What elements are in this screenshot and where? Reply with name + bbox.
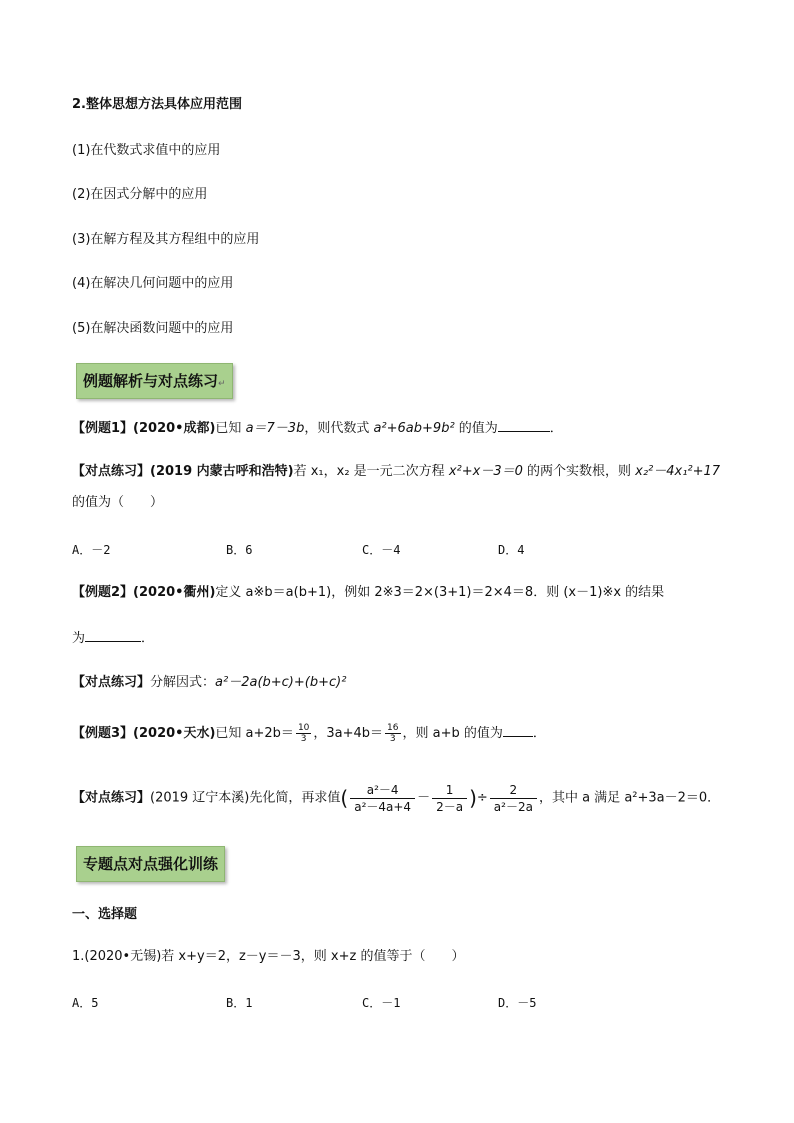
option-b[interactable]: B．6 xyxy=(226,543,253,557)
practice-1-expression: x₂²－4x₁²+17 xyxy=(635,464,721,479)
practice-1-tag: 【对点练习】 xyxy=(72,464,151,479)
practice-1 xyxy=(72,463,720,481)
example-1-text-a: 已知 xyxy=(215,421,246,436)
example-2-text: 定义 a※b＝a(b+1)，例如 2※3＝2×(3+1)＝2×4＝8．则 (x－1)※x 的结果 xyxy=(215,585,665,600)
minus-sign: － xyxy=(417,790,431,806)
practice-1-text-a: 若 x₁，x₂ 是一元二次方程 xyxy=(293,464,449,479)
example-1-condition: a＝7－3b xyxy=(245,421,305,436)
practice-1-source: (2019 内蒙古呼和浩特) xyxy=(150,464,294,479)
practice-3-text-a: 先化简，再求值 xyxy=(249,790,341,806)
example-2-end: ． xyxy=(141,631,155,646)
band-label: 专题点对点强化训练 xyxy=(83,855,219,873)
example-1-text-d: 的值为 xyxy=(454,421,498,436)
fraction-2: $\frac{1}{2-a}$ xyxy=(432,782,467,815)
answer-blank[interactable] xyxy=(85,629,141,642)
example-1 xyxy=(72,419,563,438)
example-3-text-c: ，则 a+b 的值为 xyxy=(402,726,503,741)
scope-item-5: (5)在解决函数问题中的应用 xyxy=(72,321,234,336)
example-3-text-b: ，3a+4b＝ xyxy=(313,726,384,741)
option-d[interactable]: D．－5 xyxy=(498,996,537,1010)
answer-blank[interactable] xyxy=(498,419,550,432)
option-c[interactable]: C．－4 xyxy=(362,543,401,557)
fraction-10-3: $\frac{10}{3}$ xyxy=(297,723,310,744)
example-3 xyxy=(72,723,546,744)
example-1-tag: 【例题1】 xyxy=(72,421,134,436)
option-a[interactable]: A．－2 xyxy=(72,543,111,557)
example-3-text-a: 已知 a+2b＝ xyxy=(215,726,294,741)
practice-3-tag: 【对点练习】 xyxy=(72,790,151,806)
scope-item-4: (4)在解决几何问题中的应用 xyxy=(72,276,234,291)
example-1-expression: a²+6ab+9b² xyxy=(373,421,455,436)
option-b[interactable]: B．1 xyxy=(226,996,253,1010)
practice-2-text: 分解因式： xyxy=(150,675,216,690)
practice-3 xyxy=(72,778,720,819)
fraction-16-3: $\frac{16}{3}$ xyxy=(387,723,399,744)
example-3-source: (2020•天水) xyxy=(133,726,216,741)
option-c[interactable]: C．－1 xyxy=(362,996,401,1010)
practice-3-source: (2019 辽宁本溪) xyxy=(150,790,250,806)
practice-2 xyxy=(72,674,346,692)
scope-item-2: (2)在因式分解中的应用 xyxy=(72,187,208,202)
answer-blank[interactable] xyxy=(503,724,533,737)
example-2-prefix: 为 xyxy=(72,631,86,646)
example-1-end: ． xyxy=(549,421,563,436)
scope-item-1: (1)在代数式求值中的应用 xyxy=(72,143,221,158)
example-2-tag: 【例题2】 xyxy=(72,585,134,600)
example-2 xyxy=(72,584,664,602)
example-1-source: (2020•成都) xyxy=(133,421,216,436)
practice-1-equation: x²+x－3＝0 xyxy=(448,464,523,479)
practice-1-text-b: 的两个实数根，则 xyxy=(522,464,636,479)
question-1: 1.(2020•无锡)若 x+y＝2，z－y＝－3，则 x+z 的值等于（ ） xyxy=(72,949,465,964)
fraction-3: $\frac{2}{\text{a²－2a}}$ xyxy=(490,782,537,815)
section-band-examples xyxy=(76,363,233,399)
example-2-line-2 xyxy=(72,629,154,648)
scope-item-3: (3)在解方程及其方程组中的应用 xyxy=(72,232,260,247)
right-paren: ) xyxy=(469,786,477,810)
section-title: 2.整体思想方法具体应用范围 xyxy=(72,97,242,112)
option-d[interactable]: D．4 xyxy=(498,543,525,557)
section-band-training xyxy=(76,846,225,882)
practice-2-expression: a²－2a(b+c)+(b+c)² xyxy=(215,675,347,690)
return-mark-icon: ↵ xyxy=(218,379,226,389)
example-2-source: (2020•衢州) xyxy=(133,585,216,600)
band-label: 例题解析与对点练习 xyxy=(83,372,219,390)
part-1-title: 一、选择题 xyxy=(72,907,138,922)
practice-2-tag: 【对点练习】 xyxy=(72,675,151,690)
left-paren: ( xyxy=(340,786,349,810)
example-3-tag: 【例题3】 xyxy=(72,726,134,741)
practice-3-text-b: ，其中 a 满足 a²+3a－2＝0． xyxy=(538,790,721,806)
example-1-text-c: ，则代数式 xyxy=(304,421,374,436)
option-a[interactable]: A．5 xyxy=(72,996,99,1010)
fraction-1: $\frac{\text{a²－4}}{\text{a²－4a+4}}$ xyxy=(350,782,415,815)
divide-sign: ÷ xyxy=(476,790,488,806)
practice-1-line-2: 的值为（ ） xyxy=(72,495,164,510)
example-3-end: ． xyxy=(532,726,546,741)
